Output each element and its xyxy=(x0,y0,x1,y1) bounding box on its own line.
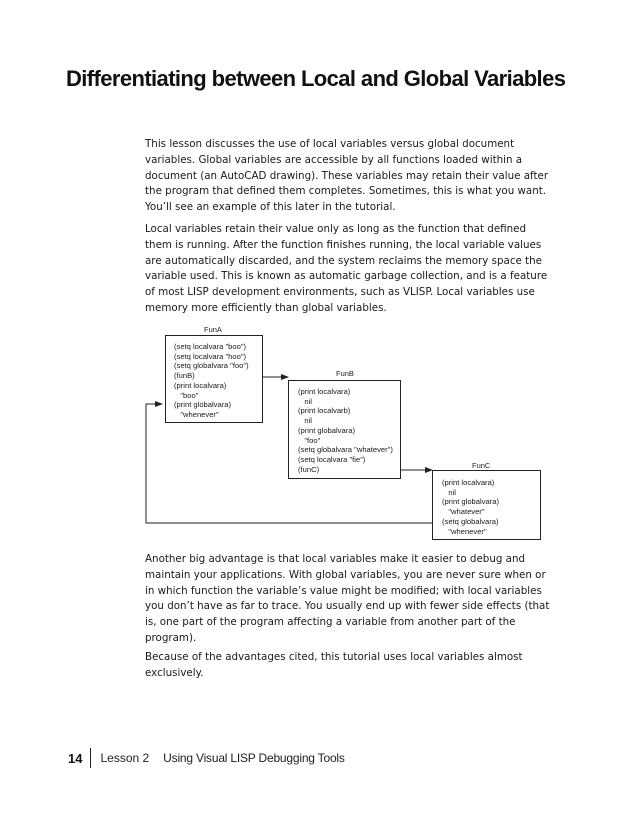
funb-code-line: nil xyxy=(298,396,312,406)
funb-code-line: (print localvarb) xyxy=(298,406,351,416)
funa-code-line: (setq localvara "hoo") xyxy=(174,351,247,361)
footer-chapter-title: Using Visual LISP Debugging Tools xyxy=(163,751,345,765)
funa-box xyxy=(165,335,263,423)
func-code-line: nil xyxy=(442,487,456,497)
func-code-line: (print globalvara) xyxy=(442,497,499,507)
body-paragraph: Because of the advantages cited, this tutorial uses local variables almost exclusively. xyxy=(145,651,523,679)
funa-code-line: "boo" xyxy=(174,390,199,400)
body-paragraph: Local variables retain their value only as long as the function that defined them is running. After the function finishes running, the local variable values are automatically discarded, and the system reclaims the memory space the variable used. This is known as automatic garbage collection, and is a feature of most LISP development environments, such as VLISP. Local variables use memory more efficiently than global variables. xyxy=(145,223,548,314)
funb-code-line: (setq localvara "fie") xyxy=(298,454,366,464)
footer-divider xyxy=(90,748,91,768)
funb-code-line: nil xyxy=(298,416,312,426)
funa-code-line: (funB) xyxy=(174,371,195,381)
funb-label: FunB xyxy=(336,369,354,378)
func-code-line: "whatever" xyxy=(442,507,485,517)
funa-code-line: "whenever" xyxy=(174,409,219,419)
func-label: FunC xyxy=(472,461,491,470)
page-title: Differentiating between Local and Global Variables xyxy=(66,66,566,91)
func-code-line: (setq globalvara) xyxy=(442,516,499,526)
funa-code-line: (print globalvara) xyxy=(174,400,231,410)
funa-code-line: (print localvara) xyxy=(174,380,227,390)
body-paragraph: Another big advantage is that local variables make it easier to debug and maintain your applications. With global variables, you are never sure when or in which function the variable’s value might be modified; with local variables you don’t have as far to trace. You usually end up with fewer side effects (that is, one part of the program affecting a variable from another part of the program). xyxy=(145,553,550,644)
func-box xyxy=(432,470,541,540)
funb-code-line: "foo" xyxy=(298,435,321,445)
funb-code-line: (setq globalvara "whatever") xyxy=(298,445,393,455)
funb-code-line: (print globalvara) xyxy=(298,425,355,435)
funa-code-line: (setq localvara "boo") xyxy=(174,342,247,351)
func-code-line: (print localvara) xyxy=(442,478,495,487)
page-number: 14 xyxy=(68,750,83,766)
body-paragraph: This lesson discusses the use of local variables versus global document variables. Global variables are accessible by all functions loaded within a document (an AutoCAD drawing). These variables may retain their value after the program that defined them completes. Sometimes, this is what you want. You’ll see an example of this later in the tutorial. xyxy=(145,138,549,214)
funa-code-line: (setq globalvara "foo") xyxy=(174,361,249,371)
funb-code-line: (print localvara) xyxy=(298,387,351,396)
func-code-line: "whenever" xyxy=(442,526,487,536)
page-footer xyxy=(68,748,345,768)
footer-lesson: Lesson 2 xyxy=(100,751,150,765)
funa-label: FunA xyxy=(204,325,222,334)
return-arrow-func-to-funa xyxy=(146,404,491,540)
funb-code-line: (funC) xyxy=(298,464,320,474)
funb-box xyxy=(288,380,401,479)
